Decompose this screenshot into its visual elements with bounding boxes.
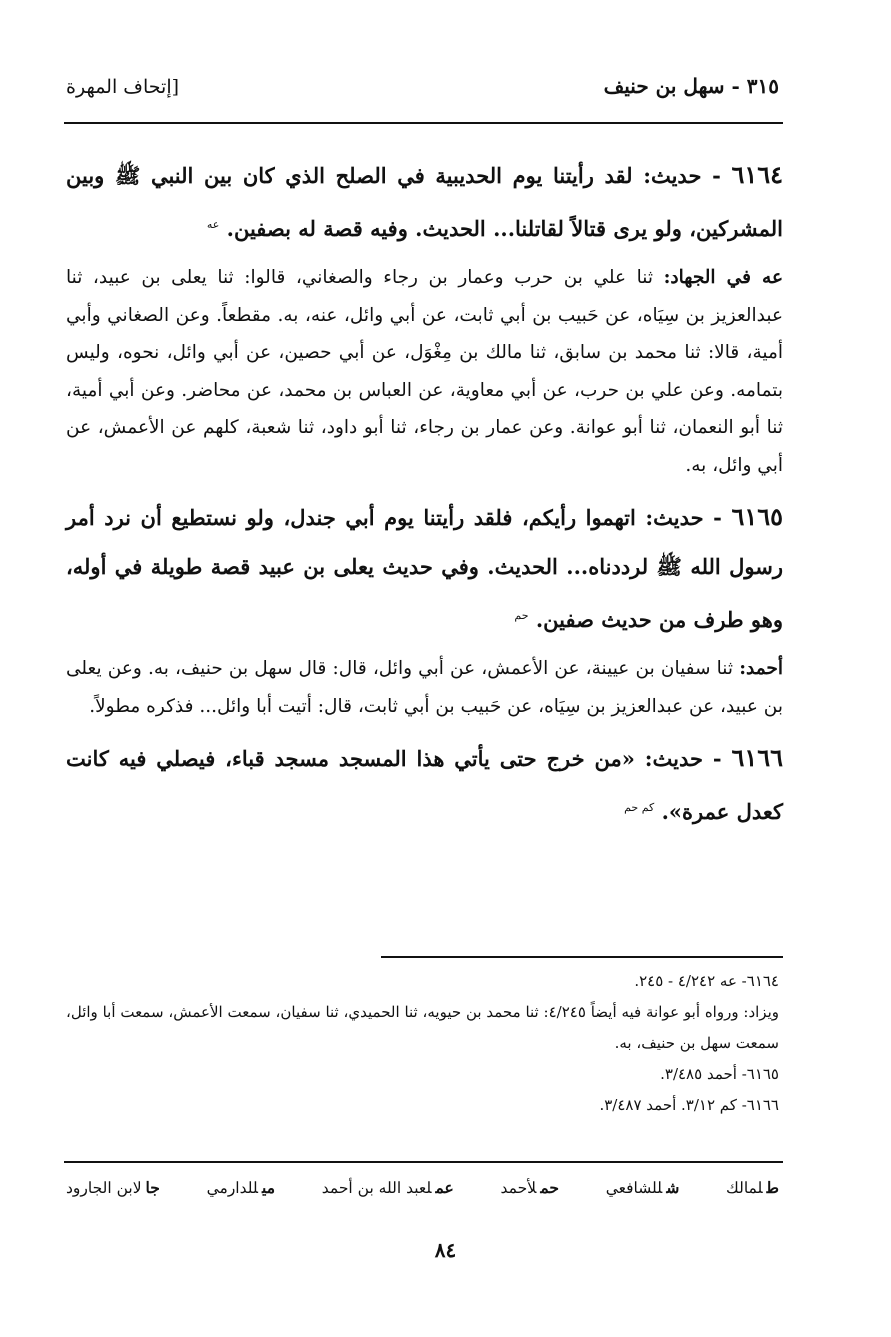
hadith-entry-6164 bbox=[66, 150, 783, 253]
isnad-source: أحمد: bbox=[739, 658, 783, 679]
hadith-entry-6166 bbox=[66, 733, 783, 836]
running-head bbox=[66, 74, 779, 108]
hadith-text: - حديث: لقد رأيتنا يوم الحديبية في الصلح الذي كان بين النبي ﷺ وبين المشركين، ولو يرى قتالاً لقاتلنا... الحديث. وفيه قصة له بصفين. bbox=[66, 163, 783, 241]
footnotes bbox=[66, 966, 779, 1121]
footnote-divider bbox=[381, 956, 783, 958]
isnad-entry-6164 bbox=[66, 259, 783, 484]
hadith-number: ٦١٦٦ bbox=[731, 743, 783, 772]
footnote-6164-addition: ويزاد: ورواه أبو عوانة فيه أيضاً ٤/٢٤٥: ثنا محمد بن حيويه، ثنا الحميدي، ثنا سفيان، سمعت الأعمش، سمعت أبا وائل، سمعت سهل بن حنيف، به. bbox=[66, 1003, 780, 1052]
abbreviation-item: حملأحمد bbox=[500, 1178, 559, 1197]
isnad-entry-6165 bbox=[66, 650, 783, 725]
isnad-text: ثنا سفيان بن عيينة، عن الأعمش، عن أبي وائل، قال: قال سهل بن حنيف، به. وعن يعلى بن عبيد، عن عبدالعزيز بن سِيَاه، عن حَبيب بن أبي ثابت، قال: أتيت أبا وائل... فذكره مطولاً. bbox=[66, 658, 783, 717]
footnote-6166: ٦١٦٦- كم ٣/١٢. أحمد ٣/٤٨٧. bbox=[599, 1096, 779, 1114]
hadith-sigla: كم حم bbox=[624, 801, 655, 814]
hadith-text: - حديث: «من خرج حتى يأتي هذا المسجد مسجد قباء، فيصلي فيه كانت كعدل عمرة». bbox=[66, 746, 783, 824]
hadith-entry-6165 bbox=[66, 492, 783, 644]
isnad-source: عه في الجهاد: bbox=[663, 267, 783, 288]
abbreviation-item: جالابن الجارود bbox=[66, 1178, 160, 1197]
abbreviation-item: ميللدارمي bbox=[206, 1178, 275, 1197]
abbreviation-item: شللشافعي bbox=[605, 1178, 680, 1197]
header-divider bbox=[64, 122, 783, 124]
main-text bbox=[66, 150, 783, 842]
footnote-6165: ٦١٦٥- أحمد ٣/٤٨٥. bbox=[660, 1065, 779, 1083]
abbreviation-item: عملعبد الله بن أحمد bbox=[321, 1178, 454, 1197]
book-title: [إتحاف المهرة bbox=[66, 76, 180, 98]
page-number: ٨٤ bbox=[434, 1238, 457, 1262]
hadith-sigla: عه bbox=[206, 218, 220, 231]
hadith-text: - حديث: اتهموا رأيكم، فلقد رأيتنا يوم أبي جندل، ولو نستطيع أن نرد أمر رسول الله ﷺ لرددناه... الحديث. وفي حديث يعلى بن عبيد قصة طويلة في أوله، وهو طرف من حديث صفين. bbox=[66, 505, 783, 632]
abbreviations-divider bbox=[64, 1161, 783, 1163]
isnad-text: ثنا علي بن حرب وعمار بن رجاء والصغاني، قالوا: ثنا يعلى بن عبيد، ثنا عبدالعزيز بن سِيَاه، عن حَبيب بن أبي ثابت، عن أبي وائل، عنه، به. مقطعاً. وعن الصغاني وأبي أمية، قالا: ثنا محمد بن سابق، ثنا مالك بن مِغْوَل، عن أبي حصين، عن أبي وائل، نحوه، وليس بتمامه. وعن علي بن حرب، عن أبي معاوية، عن العباس بن محمد، عن محاضر. وعن أبي أمية، ثنا أبو النعمان، ثنا أبو عوانة. وعن عمار بن رجاء، ثنا أبو داود، ثنا شعبة، كلهم عن الأعمش، عن أبي وائل، به. bbox=[66, 267, 783, 476]
hadith-number: ٦١٦٤ bbox=[731, 160, 783, 189]
chapter-title: ٣١٥ - سهل بن حنيف bbox=[603, 74, 779, 98]
footnote-6164: ٦١٦٤- عه ٤/٢٤٢ - ٢٤٥. bbox=[634, 972, 779, 990]
hadith-sigla: حم bbox=[514, 609, 529, 622]
abbreviations-legend bbox=[66, 1178, 779, 1197]
hadith-number: ٦١٦٥ bbox=[731, 502, 783, 531]
abbreviation-item: طلمالك bbox=[726, 1178, 779, 1197]
